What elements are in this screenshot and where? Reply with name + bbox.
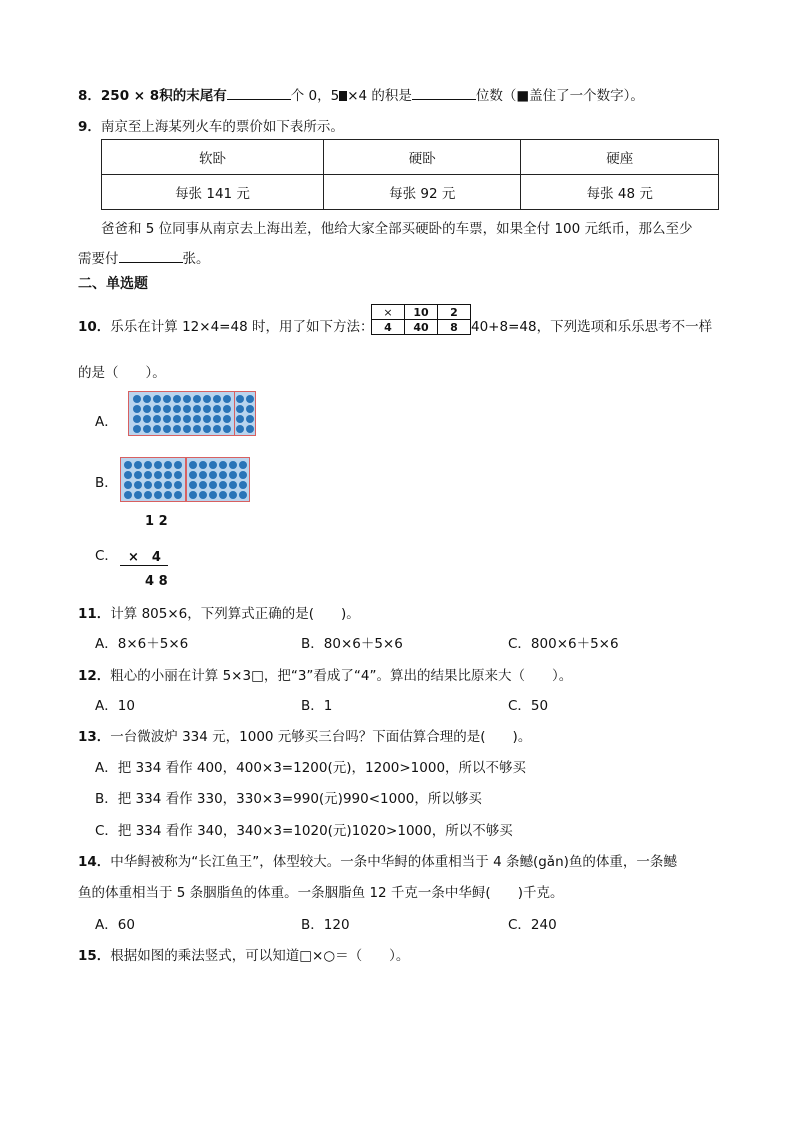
dot [219, 461, 227, 469]
dot [164, 471, 172, 479]
dot [193, 395, 201, 403]
table-cell: 2 [438, 305, 471, 320]
option-b[interactable]: B．80×6＋5×6 [301, 636, 403, 652]
dot [183, 415, 191, 423]
dot [173, 405, 181, 413]
dot [213, 405, 221, 413]
dot [199, 481, 207, 489]
dot [199, 471, 207, 479]
option-a-label[interactable]: A． [95, 414, 118, 430]
dot-array-4x6 [186, 457, 250, 502]
dot [189, 461, 197, 469]
dot [239, 461, 247, 469]
dot [236, 405, 244, 413]
vertical-line [120, 565, 168, 566]
question-number: 15 [78, 948, 97, 964]
dot [173, 415, 181, 423]
dot [133, 405, 141, 413]
q10-text-after: 40+8=48，下列选项和乐乐思考不一样 [471, 319, 713, 335]
table-header-cell: 硬卧 [324, 140, 521, 175]
q15-text: 根据如图的乘法竖式，可以知道□×○＝（ ）。 [110, 948, 410, 964]
dot [209, 481, 217, 489]
dot [164, 461, 172, 469]
question-number: 12 [78, 668, 97, 684]
q8-text-part2: 个 0，5 [290, 88, 340, 104]
dot [236, 395, 244, 403]
answer-blank[interactable] [227, 85, 291, 100]
dot [203, 405, 211, 413]
dot [203, 395, 211, 403]
dot [143, 405, 151, 413]
question-14: 14．中华鲟被称为“长江鱼王”，体型较大。一条中华鲟的体重相当于 4 条鳡(gǎn)鱼的体重，一条鳡 [78, 854, 677, 870]
q11-text: 计算 805×6，下列算式正确的是( )。 [110, 606, 360, 622]
dot [134, 481, 142, 489]
answer-blank[interactable] [119, 248, 183, 263]
dot [213, 425, 221, 433]
table-header-cell: 硬座 [521, 140, 719, 175]
dot [154, 461, 162, 469]
dot [203, 425, 211, 433]
dot [144, 481, 152, 489]
q9-text: 南京至上海某列火车的票价如下表所示。 [100, 119, 344, 135]
option-c[interactable]: C．240 [508, 917, 557, 933]
dot [143, 415, 151, 423]
ticket-price-table [101, 139, 719, 210]
table-cell: 10 [405, 305, 438, 320]
table-cell: 4 [372, 320, 405, 335]
question-11: 11．计算 805×6，下列算式正确的是( )。 [78, 606, 360, 622]
dot [193, 415, 201, 423]
option-c[interactable]: C．800×6＋5×6 [508, 636, 619, 652]
dot [229, 481, 237, 489]
question-number: 8 [78, 88, 88, 104]
table-row [372, 320, 471, 335]
dot [213, 395, 221, 403]
option-c-label[interactable]: C． [95, 548, 118, 564]
vertical-multiplier: × 4 [128, 550, 161, 565]
dot-array-4x10 [128, 391, 235, 436]
q8-text-part1: 250 × 8积的末尾有 [100, 88, 227, 104]
table-header-cell: 软卧 [102, 140, 324, 175]
dot-array-4x6 [120, 457, 186, 502]
q10-text: 乐乐在计算 12×4=48 时，用了如下方法： [110, 319, 374, 335]
q13-text: 一台微波炉 334 元，1000 元够买三台吗？下面估算合理的是( )。 [110, 729, 532, 745]
dot [183, 405, 191, 413]
dot [236, 415, 244, 423]
dot [193, 425, 201, 433]
dot [223, 395, 231, 403]
dot [229, 491, 237, 499]
dot [213, 415, 221, 423]
dot [174, 471, 182, 479]
dot [134, 471, 142, 479]
question-12: 12．粗心的小丽在计算 5×3□，把“3”看成了“4”。算出的结果比原来大（ ）。 [78, 668, 573, 684]
option-a[interactable]: A．10 [95, 698, 135, 714]
dot [143, 425, 151, 433]
q9-line2: 爸爸和 5 位同事从南京去上海出差，他给大家全部买硬卧的车票，如果全付 100 元纸币，那么至少 [101, 221, 693, 237]
table-cell: 每张 92 元 [324, 175, 521, 210]
q14-line1: 中华鲟被称为“长江鱼王”，体型较大。一条中华鲟的体重相当于 4 条鳡(gǎn)鱼的体重，一条鳡 [110, 854, 677, 870]
option-a[interactable]: A．8×6＋5×6 [95, 636, 189, 652]
dot [133, 415, 141, 423]
dot [143, 395, 151, 403]
dot [174, 481, 182, 489]
option-b[interactable]: B．把 334 看作 330，330×3=990(元)990<1000，所以够买 [95, 791, 482, 807]
dot [246, 425, 254, 433]
dot [219, 491, 227, 499]
question-10: 10．乐乐在计算 12×4=48 时，用了如下方法： [78, 319, 374, 335]
table-cell: 每张 48 元 [521, 175, 719, 210]
dot [163, 425, 171, 433]
dot [236, 425, 244, 433]
q8-text-part4: 位数（■盖住了一个数字）。 [475, 88, 644, 104]
dot [163, 415, 171, 423]
dot [153, 405, 161, 413]
q9-line3a: 需要付 [78, 251, 119, 267]
dot [173, 425, 181, 433]
dot [246, 405, 254, 413]
hidden-digit-square [339, 91, 347, 101]
dot [183, 395, 191, 403]
dot [153, 425, 161, 433]
dot [153, 415, 161, 423]
option-c[interactable]: C．把 334 看作 340，340×3=1020(元)1020>1000，所以不够买 [95, 823, 513, 839]
table-cell: 40 [405, 320, 438, 335]
dot [174, 461, 182, 469]
q9-line3b: 张。 [182, 251, 210, 267]
dot [134, 491, 142, 499]
question-13: 13．一台微波炉 334 元，1000 元够买三台吗？下面估算合理的是( )。 [78, 729, 532, 745]
dot [199, 491, 207, 499]
dot [223, 415, 231, 423]
dot-array-4x2 [234, 391, 256, 436]
dot [219, 481, 227, 489]
vertical-top-number: 1 2 [145, 514, 168, 529]
dot [229, 461, 237, 469]
lattice-multiplication-table [371, 304, 471, 335]
dot [154, 471, 162, 479]
dot [199, 461, 207, 469]
option-c[interactable]: C．50 [508, 698, 549, 714]
dot [164, 481, 172, 489]
dot [223, 405, 231, 413]
q8-text-part3: ×4 的积是 [347, 88, 412, 104]
dot [229, 471, 237, 479]
dot [239, 471, 247, 479]
option-b[interactable]: B．120 [301, 917, 350, 933]
dot [174, 491, 182, 499]
dot [124, 481, 132, 489]
dot [133, 395, 141, 403]
dot [164, 491, 172, 499]
dot [133, 425, 141, 433]
q14-line2: 鱼的体重相当于 5 条胭脂鱼的体重。一条胭脂鱼 12 千克一条中华鲟( )千克。 [78, 885, 564, 901]
dot [209, 491, 217, 499]
dot [173, 395, 181, 403]
q10-line2: 的是（ ）。 [78, 365, 166, 381]
question-number: 13 [78, 729, 97, 745]
table-cell: × [372, 305, 405, 320]
question-number: 11 [78, 606, 97, 622]
table-row [102, 175, 719, 210]
answer-blank[interactable] [412, 85, 476, 100]
dot [223, 425, 231, 433]
table-cell: 8 [438, 320, 471, 335]
question-number: 14 [78, 854, 97, 870]
section-heading: 二、单选题 [78, 276, 148, 292]
dot [209, 461, 217, 469]
dot [239, 491, 247, 499]
option-a[interactable]: A．60 [95, 917, 135, 933]
vertical-result: 4 8 [145, 574, 168, 589]
dot [193, 405, 201, 413]
dot [219, 471, 227, 479]
table-row [102, 140, 719, 175]
dot [144, 491, 152, 499]
dot [183, 425, 191, 433]
dot [154, 481, 162, 489]
dot [189, 491, 197, 499]
question-number: 9 [78, 119, 88, 135]
option-b-label[interactable]: B． [95, 475, 118, 491]
dot [189, 481, 197, 489]
table-row [372, 305, 471, 320]
q9-line3 [78, 247, 210, 267]
question-9: 9．南京至上海某列火车的票价如下表所示。 [78, 119, 344, 135]
question-number: 10 [78, 319, 97, 335]
dot [144, 461, 152, 469]
dot [246, 415, 254, 423]
dot [124, 461, 132, 469]
option-b[interactable]: B．1 [301, 698, 333, 714]
dot [203, 415, 211, 423]
dot [144, 471, 152, 479]
dot [239, 481, 247, 489]
dot [153, 395, 161, 403]
option-a[interactable]: A．把 334 看作 400，400×3=1200(元)，1200>1000，所以不够买 [95, 760, 527, 776]
table-cell: 每张 141 元 [102, 175, 324, 210]
question-8: 8．250 × 8积的末尾有 个 0，5 ×4 的积是 位数（■盖住了一个数字）。 [78, 84, 644, 104]
question-15: 15．根据如图的乘法竖式，可以知道□×○＝（ ）。 [78, 948, 410, 964]
dot [134, 461, 142, 469]
dot [124, 471, 132, 479]
dot [163, 395, 171, 403]
dot [189, 471, 197, 479]
dot [124, 491, 132, 499]
q12-text: 粗心的小丽在计算 5×3□，把“3”看成了“4”。算出的结果比原来大（ ）。 [110, 668, 573, 684]
dot [154, 491, 162, 499]
dot [163, 405, 171, 413]
dot [209, 471, 217, 479]
dot [246, 395, 254, 403]
